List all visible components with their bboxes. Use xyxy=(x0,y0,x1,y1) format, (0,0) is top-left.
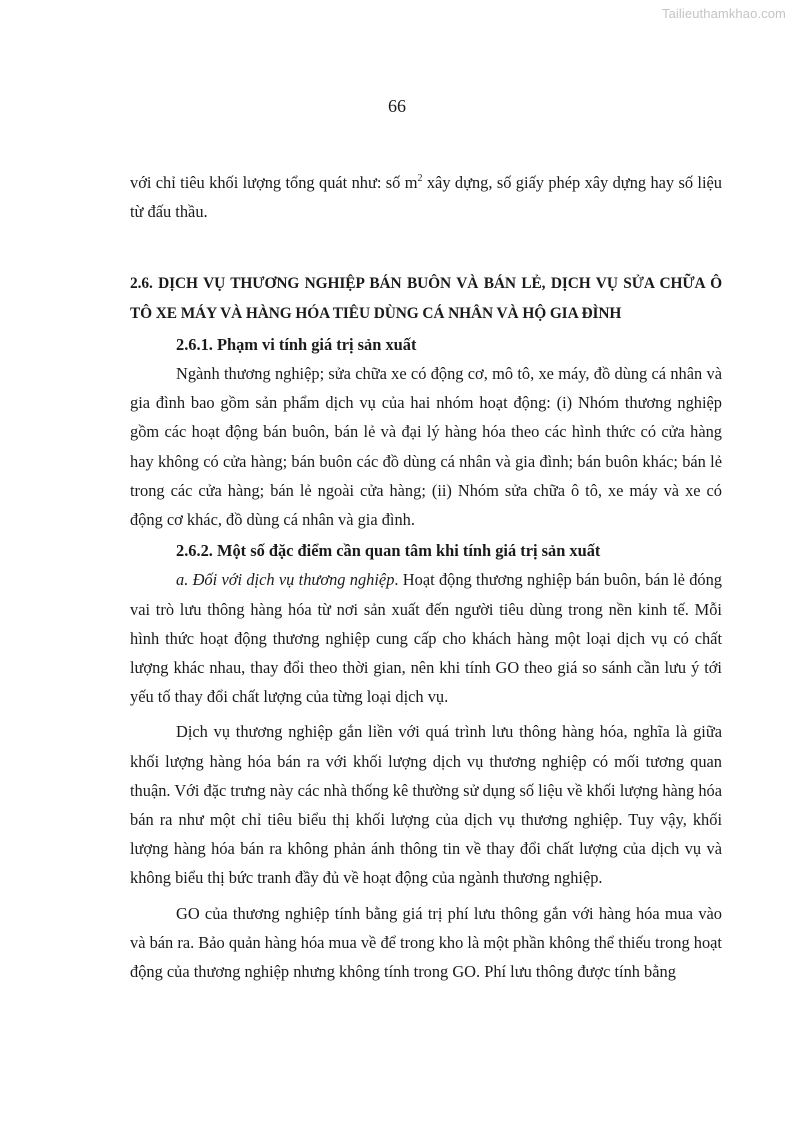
page-number: 66 xyxy=(388,96,406,116)
paragraph-goods-circulation: Dịch vụ thương nghiệp gắn liền với quá trình lưu thông hàng hóa, nghĩa là giữa khối lượng hàng hóa bán ra với khối lượng dịch vụ thương nghiệp có mối tương quan thuận. Với đặc trưng này các nhà thống kê thường sử dụng số liệu về khối lượng hàng hóa bán ra như một chỉ tiêu biểu thị khối lượng của dịch vụ thương nghiệp. Tuy vậy, khối lượng hàng hóa bán ra không phản ánh thông tin về thay đổi chất lượng của dịch vụ và không biểu thị bức tranh đầy đủ về hoạt động của ngành thương nghiệp. xyxy=(130,722,722,888)
intro-paragraph xyxy=(130,168,722,226)
superscript: 2 xyxy=(417,172,423,184)
paragraph-go-commerce: GO của thương nghiệp tính bằng giá trị phí lưu thông gắn với hàng hóa mua vào và bán ra. Bảo quản hàng hóa mua về để trong kho là một phần không thể thiếu trong hoạt động của thương nghiệp nhưng không tính trong GO. Phí lưu thông được tính bằng xyxy=(130,903,722,982)
intro-text-end: xây dựng, số giấy phép xây dựng hay số liệu từ đấu thầu. xyxy=(130,173,722,222)
watermark: Tailieuthamkhao.com xyxy=(661,6,786,21)
intro-text-start: với chỉ tiêu khối lượng tổng quát như: số m xyxy=(130,173,418,192)
subsection-heading-1: 2.6.1. Phạm vi tính giá trị sản xuất xyxy=(176,334,417,354)
paragraph-lead-rest: . Hoạt động thương nghiệp bán buôn, bán lẻ đóng vai trò lưu thông hàng hóa từ nơi sản xuất đến người tiêu dùng trong nền kinh tế. Mỗi hình thức hoạt động thương nghiệp cung cấp cho khách hàng một loại dịch vụ có chất lượng khác nhau, thay đổi theo thời gian, nên khi tính GO theo giá so sánh cần lưu ý tới yếu tố thay đổi chất lượng của từng loại dịch vụ. xyxy=(130,570,722,707)
paragraph-scope: Ngành thương nghiệp; sửa chữa xe có động cơ, mô tô, xe máy, đồ dùng cá nhân và gia đình bao gồm sản phẩm dịch vụ của hai nhóm hoạt động: (i) Nhóm thương nghiệp gồm các hoạt động bán buôn, bán lẻ và đại lý hàng hóa theo các hình thức có cửa hàng hay không có cửa hàng; bán buôn các đồ dùng cá nhân và gia đình; bán buôn khác; bán lẻ trong các cửa hàng; bán lẻ ngoài cửa hàng; (ii) Nhóm sửa chữa ô tô, xe máy và xe có động cơ khác, đồ dùng cá nhân và gia đình. xyxy=(130,364,722,530)
subsection-heading-2: 2.6.2. Một số đặc điểm cần quan tâm khi tính giá trị sản xuất xyxy=(176,541,601,561)
paragraph-lead-italic: a. Đối với dịch vụ thương nghiệp xyxy=(176,570,395,590)
section-heading: 2.6. DỊCH VỤ THƯƠNG NGHIỆP BÁN BUÔN VÀ BÁN LẺ, DỊCH VỤ SỬA CHỮA Ô TÔ XE MÁY VÀ HÀNG HÓA TIÊU DÙNG CÁ NHÂN VÀ HỘ GIA ĐÌNH xyxy=(130,275,722,322)
paragraph-commerce-services xyxy=(130,565,722,711)
document-body xyxy=(130,168,722,986)
